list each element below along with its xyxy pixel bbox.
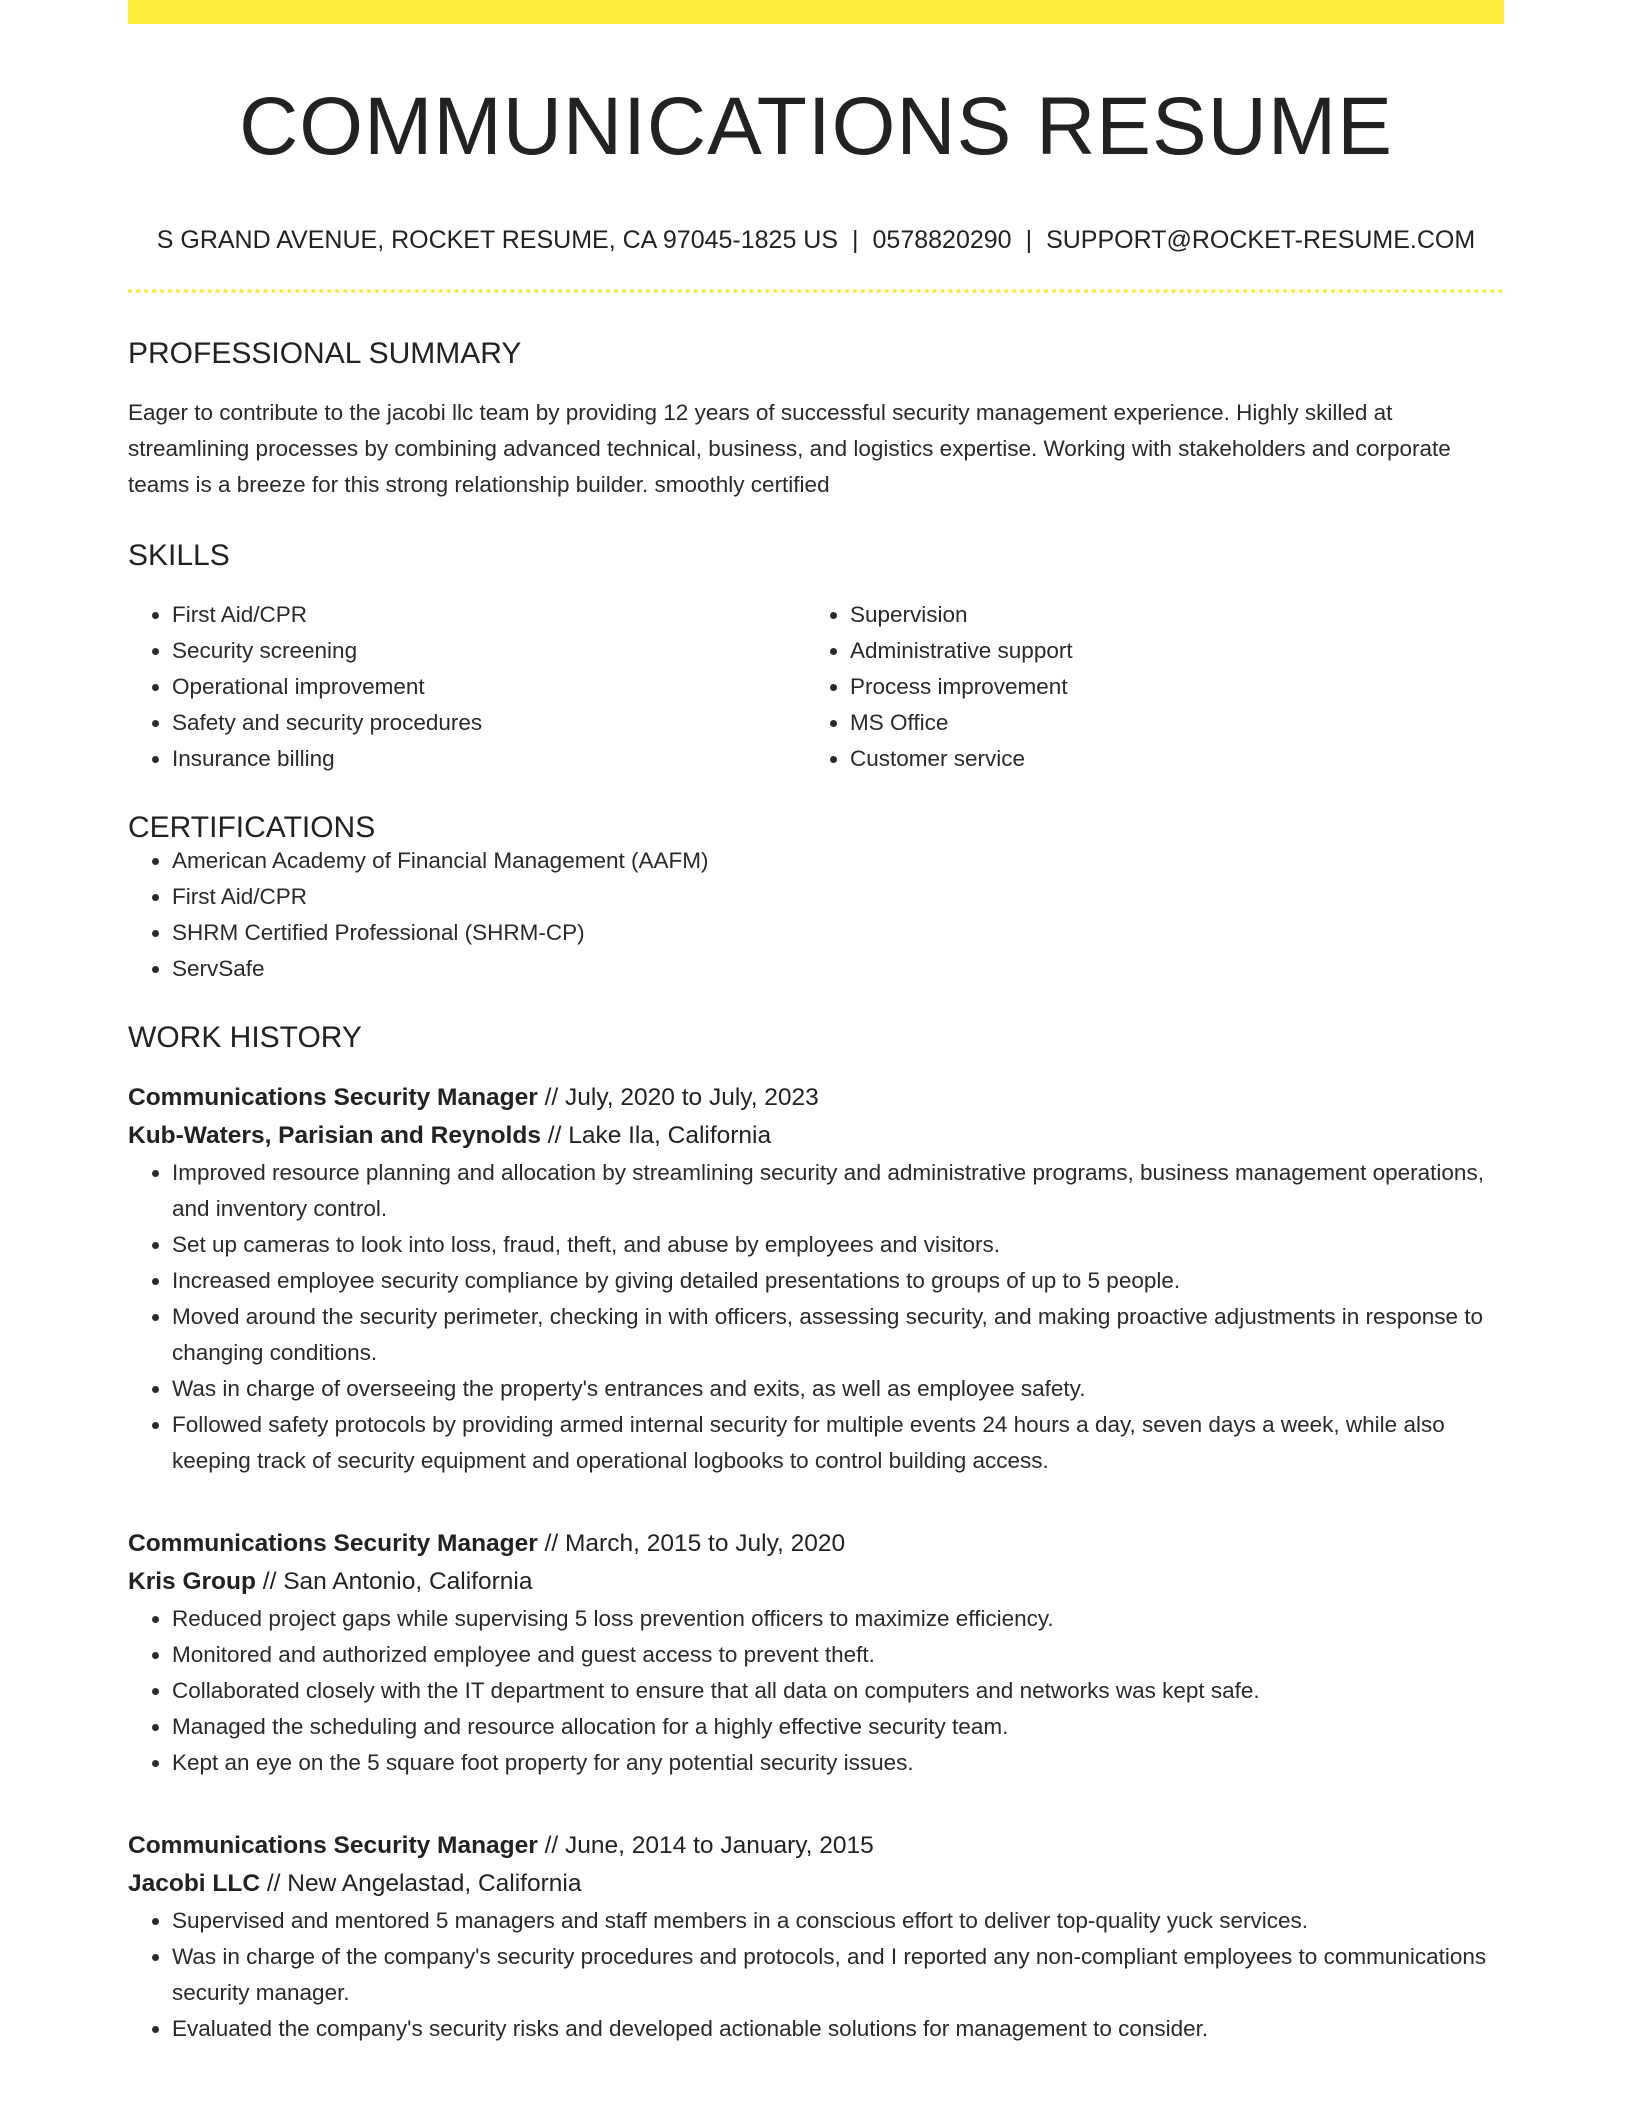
accent-top-bar	[128, 0, 1504, 24]
address: S GRAND AVENUE, ROCKET RESUME, CA 97045-1825 US	[156, 226, 839, 254]
job-dates: // July, 2020 to July, 2023	[537, 1084, 819, 1111]
job-bullets	[128, 1155, 1504, 1479]
skill-item: • MS Office	[850, 705, 1484, 741]
skill-item: • Supervision	[850, 597, 1484, 633]
job-title: Communications Security Manager	[128, 1530, 538, 1557]
job-entry	[128, 1827, 1504, 2047]
job-bullets	[128, 1903, 1504, 2047]
job-bullet: • Monitored and authorized employee and guest access to prevent theft.	[172, 1637, 1504, 1673]
contact-line	[128, 228, 1504, 253]
skills-heading: SKILLS	[128, 539, 230, 572]
job-title: Communications Security Manager	[128, 1084, 538, 1111]
certification-item: • American Academy of Financial Management (AAFM)	[172, 843, 1504, 879]
certifications-list	[128, 843, 1504, 987]
job-title-line	[128, 1079, 1504, 1117]
job-dates: // June, 2014 to January, 2015	[537, 1832, 874, 1859]
skill-item: • Operational improvement	[172, 669, 806, 705]
skill-item: • Security screening	[172, 633, 806, 669]
job-location: // Lake Ila, California	[540, 1122, 772, 1149]
job-bullet: • Supervised and mentored 5 managers and staff members in a conscious effort to deliver top-quality yuck services.	[172, 1903, 1504, 1939]
job-company: Kub-Waters, Parisian and Reynolds	[128, 1122, 541, 1149]
certification-item: • SHRM Certified Professional (SHRM-CP)	[172, 915, 1504, 951]
phone: 0578820290	[872, 226, 1012, 254]
job-company-line	[128, 1563, 1504, 1601]
skills-list-right	[806, 597, 1484, 777]
job-title: Communications Security Manager	[128, 1832, 538, 1859]
skill-item: • Safety and security procedures	[172, 705, 806, 741]
job-bullet: • Managed the scheduling and resource allocation for a highly effective security team.	[172, 1709, 1504, 1745]
work-history-heading: WORK HISTORY	[128, 1021, 362, 1054]
job-bullet: • Improved resource planning and allocation by streamlining security and administrative programs, business management operations, and inventory control.	[172, 1155, 1504, 1227]
skill-item: • Process improvement	[850, 669, 1484, 705]
dotted-divider	[128, 289, 1504, 293]
job-company: Jacobi LLC	[128, 1870, 261, 1897]
certifications-heading: CERTIFICATIONS	[128, 811, 376, 844]
job-bullet: • Evaluated the company's security risks and developed actionable solutions for management to consider.	[172, 2011, 1504, 2047]
job-bullet: • Moved around the security perimeter, checking in with officers, assessing security, and making proactive adjustments in response to changing conditions.	[172, 1299, 1504, 1371]
email: SUPPORT@ROCKET-RESUME.COM	[1046, 226, 1476, 254]
job-location: // San Antonio, California	[255, 1568, 533, 1595]
skills-column-left	[128, 597, 806, 777]
job-dates: // March, 2015 to July, 2020	[537, 1530, 846, 1557]
job-title-line	[128, 1525, 1504, 1563]
resume-page	[128, 0, 1504, 2047]
job-company: Kris Group	[128, 1568, 256, 1595]
contact-separator: |	[1025, 226, 1033, 254]
skill-item: • First Aid/CPR	[172, 597, 806, 633]
job-bullet: • Set up cameras to look into loss, fraud, theft, and abuse by employees and visitors.	[172, 1227, 1504, 1263]
skill-item: • Customer service	[850, 741, 1484, 777]
skill-item: • Insurance billing	[172, 741, 806, 777]
job-bullet: • Was in charge of overseeing the property's entrances and exits, as well as employee safety.	[172, 1371, 1504, 1407]
resume-title: COMMUNICATIONS RESUME	[239, 81, 1393, 172]
skill-item: • Administrative support	[850, 633, 1484, 669]
certification-item: • First Aid/CPR	[172, 879, 1504, 915]
summary-heading: PROFESSIONAL SUMMARY	[128, 337, 522, 370]
contact-separator: |	[852, 226, 859, 254]
job-title-line	[128, 1827, 1504, 1865]
job-bullet: • Reduced project gaps while supervising 5 loss prevention officers to maximize efficiency.	[172, 1601, 1504, 1637]
job-bullet: • Kept an eye on the 5 square foot property for any potential security issues.	[172, 1745, 1504, 1781]
job-bullet: • Collaborated closely with the IT department to ensure that all data on computers and networks was kept safe.	[172, 1673, 1504, 1709]
job-bullet: • Increased employee security compliance by giving detailed presentations to groups of up to 5 people.	[172, 1263, 1504, 1299]
job-bullets	[128, 1601, 1504, 1781]
certification-item: • ServSafe	[172, 951, 1504, 987]
job-entry	[128, 1079, 1504, 1479]
job-location: // New Angelastad, California	[260, 1870, 582, 1897]
job-company-line	[128, 1117, 1504, 1155]
job-bullet: • Followed safety protocols by providing armed internal security for multiple events 24 hours a day, seven days a week, while also keeping track of security equipment and operational logbooks to control building access.	[172, 1407, 1504, 1479]
job-company-line	[128, 1865, 1504, 1903]
skills-list-left	[128, 597, 806, 777]
summary-text: Eager to contribute to the jacobi llc team by providing 12 years of successful security management experience. Highly skilled at streamlining processes by combining advanced technical, business, and logistics expertise. Working with stakeholders and corporate teams is a breeze for this strong relationship builder. smoothly certified	[128, 400, 1451, 497]
job-entry	[128, 1525, 1504, 1781]
skills-grid	[128, 597, 1504, 777]
skills-column-right	[806, 597, 1484, 777]
job-bullet: • Was in charge of the company's security procedures and protocols, and I reported any non-compliant employees to communications security manager.	[172, 1939, 1504, 2011]
